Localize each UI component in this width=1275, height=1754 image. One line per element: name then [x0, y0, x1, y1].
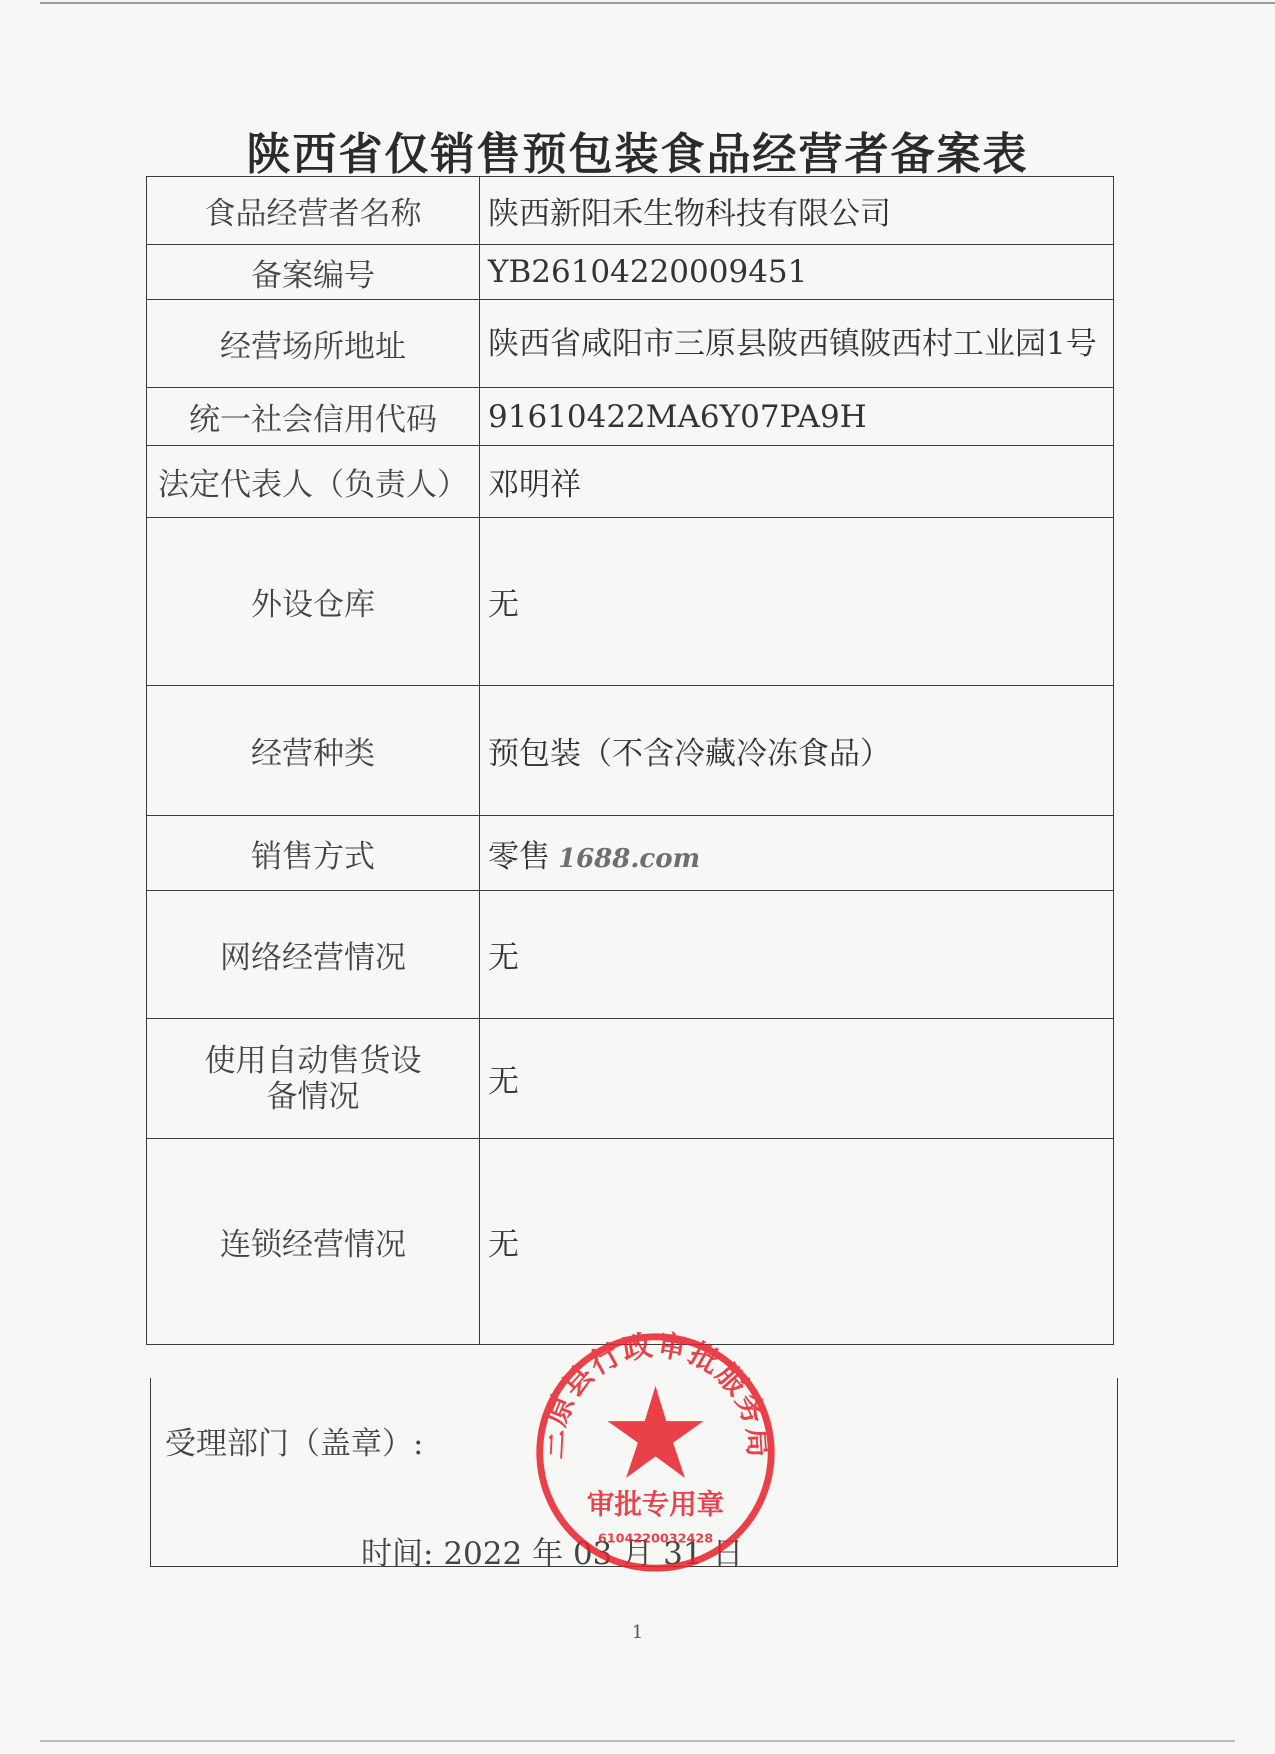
date-month: 03	[572, 1536, 613, 1572]
row-value: 无	[480, 518, 1114, 686]
row-label: 连锁经营情况	[147, 1139, 480, 1345]
accepting-department-label: 受理部门（盖章）:	[165, 1426, 424, 1462]
row-value: 无	[480, 891, 1114, 1019]
table-row	[147, 245, 1114, 300]
seal-org-name: 三原县行政审批服务局	[534, 1327, 777, 1460]
row-value: 陕西新阳禾生物科技有限公司	[480, 177, 1114, 245]
row-label: 经营种类	[147, 686, 480, 816]
row-label: 销售方式	[147, 816, 480, 891]
watermark-text: 1688.com	[558, 843, 701, 874]
row-value: 91610422MA6Y07PA9H	[480, 388, 1114, 446]
row-value: 无	[480, 1139, 1114, 1345]
record-table	[146, 176, 1114, 1345]
table-row	[147, 177, 1114, 245]
document-title: 陕西省仅销售预包装食品经营者备案表	[246, 129, 1029, 180]
row-label: 法定代表人（负责人）	[147, 446, 480, 518]
table-row	[147, 1139, 1114, 1345]
row-label: 统一社会信用代码	[147, 388, 480, 446]
table-row	[147, 388, 1114, 446]
table-row	[147, 1019, 1114, 1139]
row-value: 陕西省咸阳市三原县陂西镇陂西村工业园1号	[480, 300, 1114, 388]
table-row	[147, 891, 1114, 1019]
date-day: 31	[663, 1536, 703, 1572]
table-row	[147, 300, 1114, 388]
row-label: 网络经营情况	[147, 891, 480, 1019]
date-prefix: 时间:	[361, 1536, 434, 1572]
table-row	[147, 816, 1114, 891]
sales-method-value: 零售	[488, 838, 550, 875]
row-value: 无	[480, 1019, 1114, 1139]
page-edge-bottom	[40, 1740, 1235, 1742]
row-value: YB26104220009451	[480, 245, 1114, 300]
row-label: 食品经营者名称	[147, 177, 480, 245]
date-month-unit: 月	[622, 1536, 654, 1572]
row-label	[147, 1019, 480, 1139]
table-row	[147, 686, 1114, 816]
star-icon	[607, 1386, 703, 1478]
page-edge-top	[40, 2, 1275, 4]
row-label: 经营场所地址	[147, 300, 480, 388]
row-label: 备案编号	[147, 245, 480, 300]
table-row	[147, 446, 1114, 518]
row-value: 邓明祥	[480, 446, 1114, 518]
table-row	[147, 518, 1114, 686]
seal-code: 6104220032428	[597, 1531, 714, 1547]
row-value	[480, 816, 1114, 891]
row-value: 预包装（不含冷藏冷冻食品）	[480, 686, 1114, 816]
official-seal	[528, 1325, 783, 1580]
date-year: 2022	[443, 1536, 523, 1572]
page-number: 1	[631, 1622, 644, 1643]
date-year-unit: 年	[532, 1536, 564, 1572]
seal-purpose: 审批专用章	[586, 1489, 725, 1521]
row-label-text: 使用自动售货设备情况	[204, 1042, 422, 1115]
date-day-unit: 日	[712, 1536, 744, 1572]
row-label: 外设仓库	[147, 518, 480, 686]
